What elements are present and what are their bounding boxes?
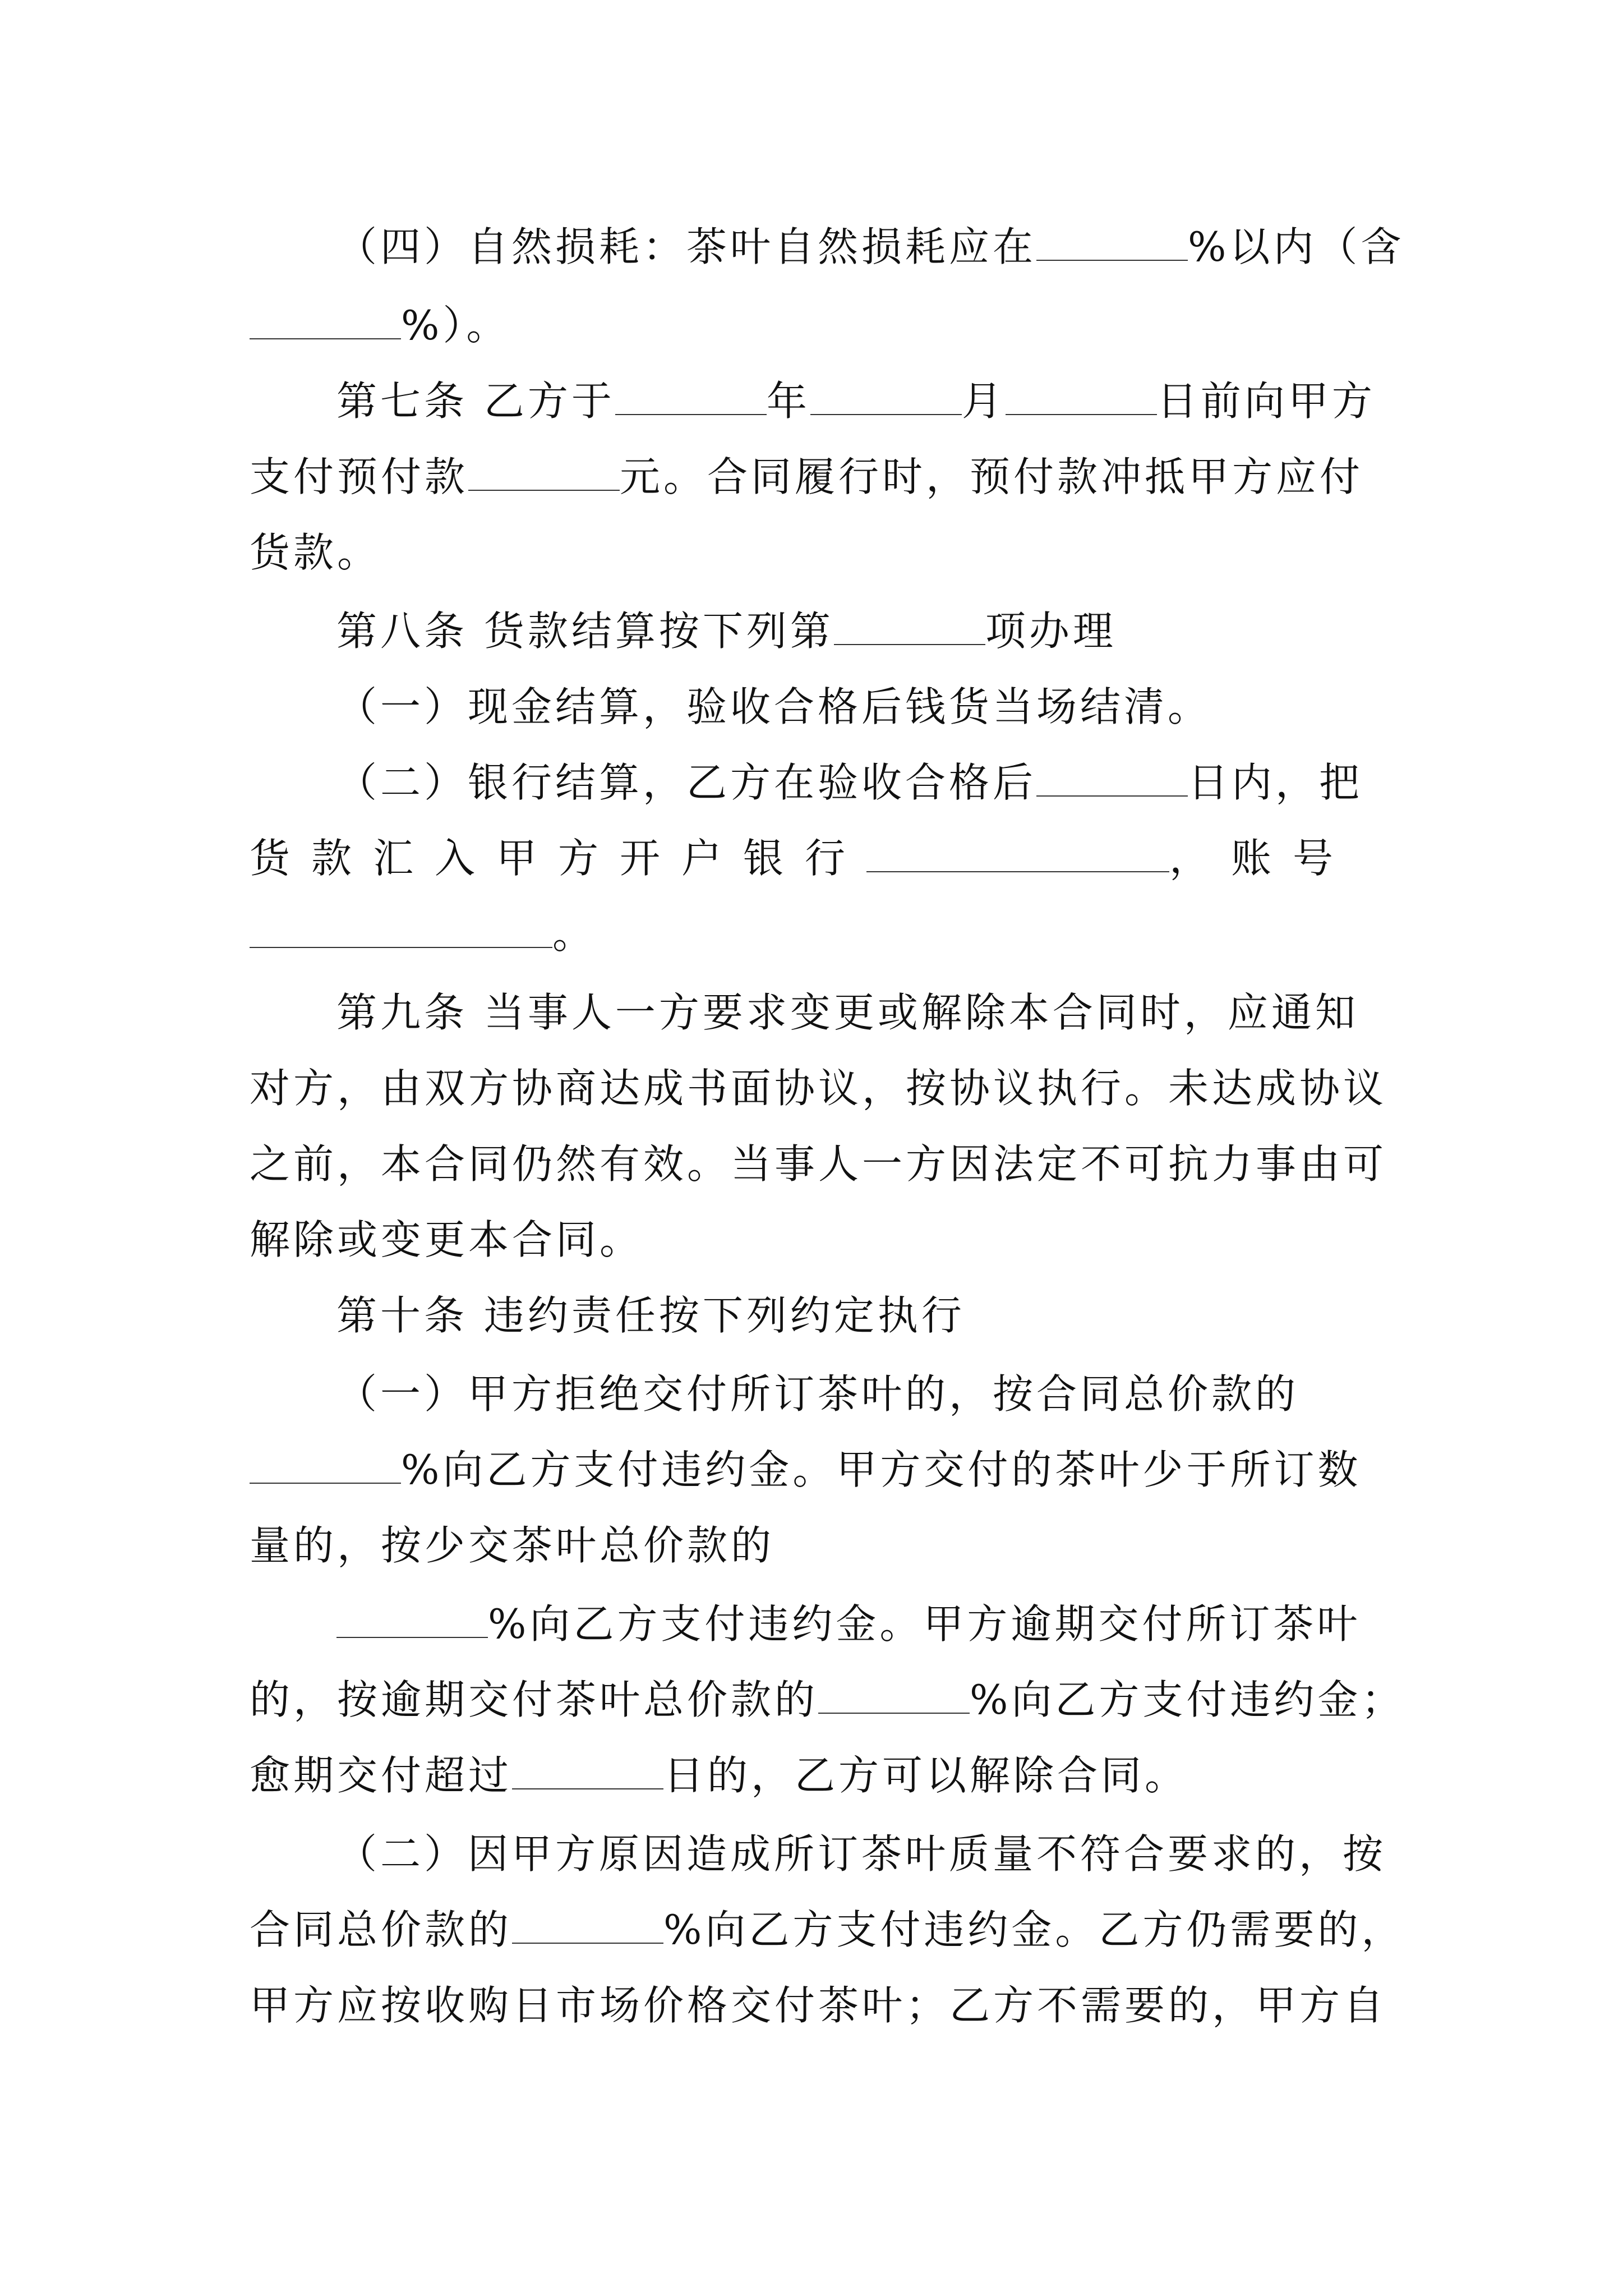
article-10-item-1-l6	[250, 1747, 1188, 1803]
text: 。	[552, 910, 597, 958]
article-9-l4: 解除或变更本合同。	[250, 1216, 644, 1263]
article-9: 第九条 当事人一方要求变更或解除本合同时，应通知	[336, 989, 1359, 1036]
text: 第七条 乙方于	[336, 378, 615, 425]
article-8-item-2	[336, 754, 1363, 811]
article-8-item-2-cont	[250, 830, 1354, 886]
text: 愈期交付超过	[250, 1752, 513, 1799]
text: （四）自然损耗：茶叶自然损耗应在	[336, 223, 1037, 270]
text: %向乙方支付违约金。甲方逾期交付所订茶叶	[488, 1600, 1361, 1648]
text: 元。合同履行时，预付款冲抵甲方应付	[620, 453, 1364, 500]
article-7-end: 货款。	[250, 529, 381, 576]
text: 货款汇入甲方开户银行	[250, 835, 867, 882]
blank-item[interactable]	[834, 605, 985, 645]
blank-year[interactable]	[615, 375, 767, 415]
article-10-item-1-l3: 量的，按少交茶叶总价款的	[250, 1522, 775, 1569]
article-8-item-1: （一）现金结算，验收合格后钱货当场结清。	[336, 683, 1212, 730]
article-8	[336, 603, 1117, 659]
text: ，账号	[1169, 835, 1355, 882]
blank-day[interactable]	[1006, 375, 1157, 415]
text: 月	[961, 378, 1006, 425]
article-9-l2: 对方，由双方协商达成书面协议，按协议执行。未达成协议	[250, 1065, 1387, 1112]
blank-field[interactable]	[250, 299, 401, 339]
text: %向乙方支付违约金；	[970, 1676, 1405, 1723]
text: 支付预付款	[250, 453, 469, 500]
text: 日的，乙方可以解除合同。	[663, 1752, 1189, 1799]
para-natural-loss	[336, 219, 1404, 275]
article-8-item-2-account	[250, 906, 596, 962]
blank-bank[interactable]	[866, 832, 1169, 872]
article-10-item-1-l4	[336, 1596, 1361, 1652]
article-7-cont	[250, 449, 1363, 505]
article-10-item-2-l3: 甲方应按收购日市场价格交付茶叶；乙方不需要的，甲方自	[250, 1982, 1387, 2029]
text: 年	[766, 378, 810, 425]
blank-amount[interactable]	[468, 450, 620, 491]
blank-percent[interactable]	[818, 1673, 970, 1714]
text: （二）银行结算，乙方在验收合格后	[336, 759, 1037, 806]
text: 项办理	[985, 608, 1117, 655]
para-natural-loss-cont	[250, 297, 510, 353]
text: %向乙方支付违约金。乙方仍需要的，	[663, 1906, 1405, 1953]
article-10-item-1-cont	[250, 1442, 1361, 1498]
article-10: 第十条 违约责任按下列约定执行	[336, 1292, 965, 1339]
article-7	[336, 373, 1376, 429]
blank-percent[interactable]	[336, 1598, 488, 1638]
article-10-item-2: （二）因甲方原因造成所订茶叶质量不符合要求的，按	[336, 1830, 1387, 1878]
article-9-l3: 之前，本合同仍然有效。当事人一方因法定不可抗力事由可	[250, 1140, 1387, 1188]
article-10-item-1: （一）甲方拒绝交付所订茶叶的，按合同总价款的	[336, 1370, 1299, 1418]
text: 第八条 货款结算按下列第	[336, 608, 834, 655]
article-10-item-1-l5	[250, 1672, 1405, 1728]
blank-days[interactable]	[1036, 756, 1188, 797]
blank-month[interactable]	[810, 375, 962, 415]
text: %以内（含	[1188, 223, 1405, 270]
blank-days[interactable]	[512, 1749, 663, 1789]
text: %向乙方支付违约金。甲方交付的茶叶少于所订数	[401, 1446, 1362, 1493]
article-10-item-2-l2	[250, 1902, 1405, 1958]
blank-field[interactable]	[1036, 220, 1188, 261]
blank-account[interactable]	[250, 908, 552, 948]
text: 的，按逾期交付茶叶总价款的	[250, 1676, 819, 1723]
text: 日内，把	[1188, 759, 1363, 806]
text: %）。	[401, 302, 510, 349]
blank-percent[interactable]	[512, 1903, 663, 1944]
text: 合同总价款的	[250, 1906, 513, 1953]
text: 日前向甲方	[1156, 378, 1376, 425]
blank-percent[interactable]	[250, 1443, 401, 1484]
